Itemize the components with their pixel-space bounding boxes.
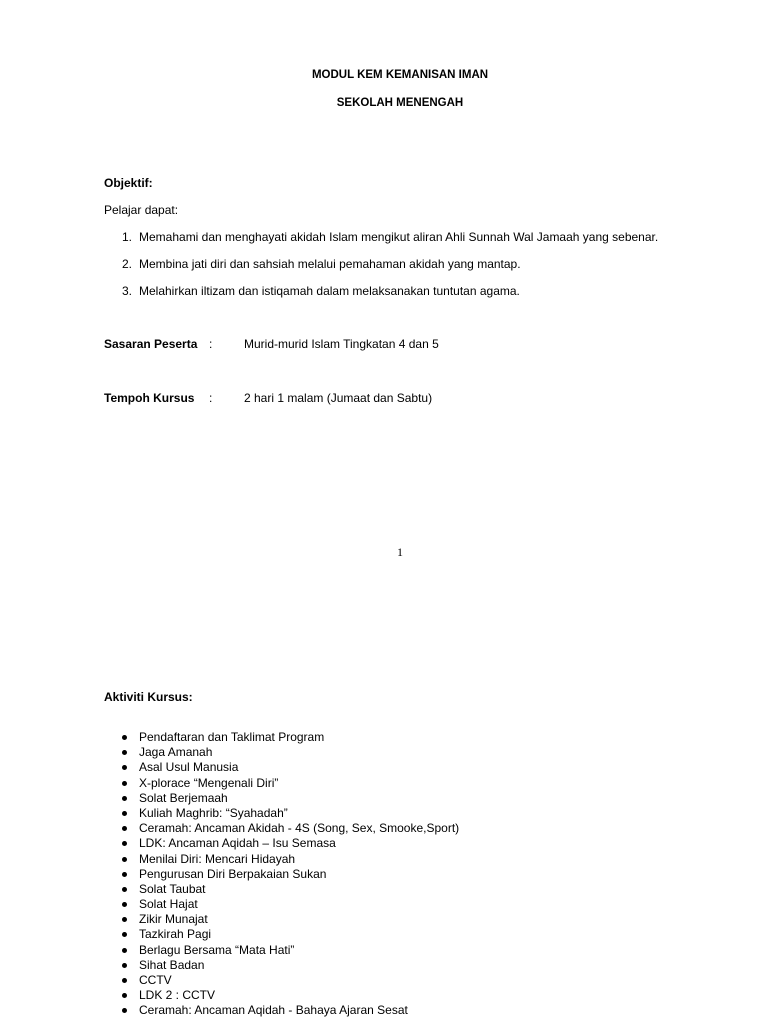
tempoh-label: Tempoh Kursus [104,391,195,405]
aktiviti-item: Pendaftaran dan Taklimat Program [118,730,459,745]
aktiviti-item: Menilai Diri: Mencari Hidayah [118,852,459,867]
aktiviti-item: X-plorace “Mengenali Diri” [118,776,459,791]
aktiviti-item: Jaga Amanah [118,745,459,760]
aktiviti-item: LDK 2 : CCTV [118,988,459,1003]
aktiviti-item: Sihat Badan [118,958,459,973]
aktiviti-item: Solat Hajat [118,897,459,912]
objektif-item-number: 1. [122,230,133,244]
aktiviti-item: Ceramah: Ancaman Akidah - 4S (Song, Sex, Smooke,Sport) [118,821,459,836]
aktiviti-item: Tazkirah Pagi [118,927,459,942]
aktiviti-item: CCTV [118,973,459,988]
aktiviti-item: Solat Berjemaah [118,791,459,806]
aktiviti-item: Ceramah: Ancaman Aqidah - Bahaya Ajaran Sesat [118,1003,459,1018]
document-subtitle: SEKOLAH MENENGAH [336,97,464,109]
tempoh-value: 2 hari 1 malam (Jumaat dan Sabtu) [244,391,433,405]
sasaran-label: Sasaran Peserta [104,337,198,351]
objektif-item-number: 3. [122,284,133,298]
objektif-intro: Pelajar dapat: [104,203,179,217]
aktiviti-item: Zikir Munajat [118,912,459,927]
objektif-heading: Objektif: [104,176,153,190]
aktiviti-item: Solat Taubat [118,882,459,897]
objektif-item-text: Membina jati diri dan sahsiah melalui pemahaman akidah yang mantap. [139,257,521,271]
aktiviti-item: Berlagu Bersama “Mata Hati” [118,943,459,958]
aktiviti-list [118,730,459,1019]
aktiviti-item: LDK: Ancaman Aqidah – Isu Semasa [118,836,459,851]
objektif-item-text: Memahami dan menghayati akidah Islam mengikut aliran Ahli Sunnah Wal Jamaah yang sebenar. [139,230,659,244]
aktiviti-item: Pengurusan Diri Berpakaian Sukan [118,867,459,882]
tempoh-colon: : [209,391,213,405]
document-title: MODUL KEM KEMANISAN IMAN [311,69,489,81]
sasaran-value: Murid-murid Islam Tingkatan 4 dan 5 [244,337,439,351]
aktiviti-item: Kuliah Maghrib: “Syahadah” [118,806,459,821]
sasaran-colon: : [209,337,213,351]
aktiviti-heading: Aktiviti Kursus: [104,690,193,704]
objektif-item-number: 2. [122,257,133,271]
page-number: 1 [397,545,403,559]
aktiviti-item: Asal Usul Manusia [118,760,459,775]
objektif-item-text: Melahirkan iltizam dan istiqamah dalam melaksanakan tuntutan agama. [139,284,520,298]
